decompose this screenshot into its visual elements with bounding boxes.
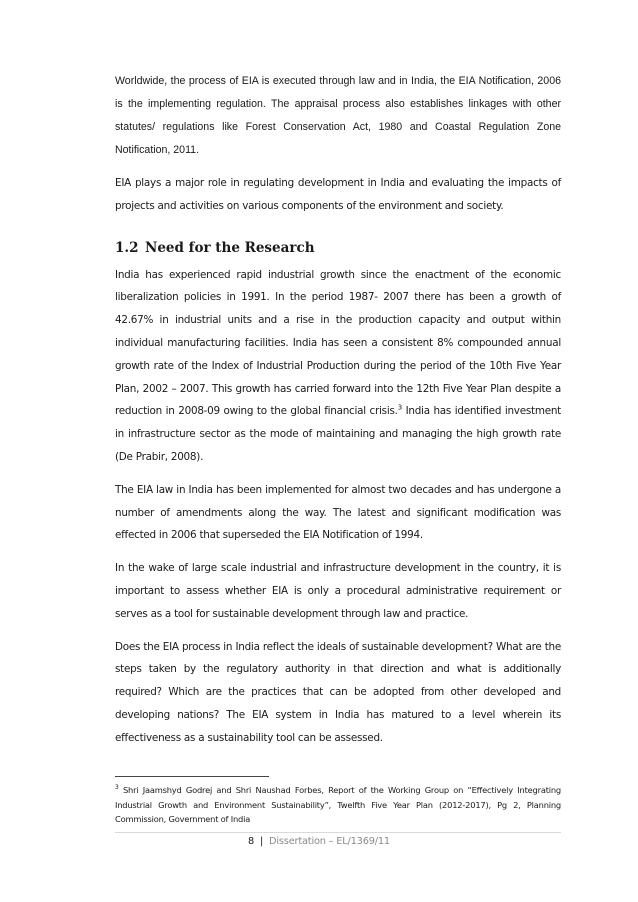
paragraph-research-questions: Does the EIA process in India reflect the ideals of sustainable development? What are the steps taken by the regulatory authority in that direction and what is additionally required? Which are the practices that can be adopted from other developed and developing nations? The EIA system in India has matured to a level wherein its effectiveness as a sustainability tool can be assessed.	[115, 640, 561, 744]
paragraph-development-assessment: In the wake of large scale industrial and infrastructure development in the country, it is important to assess whether EIA is only a procedural administrative requirement or serves as a tool for sustainable development through law and practice.	[115, 562, 561, 620]
footnote	[115, 783, 561, 827]
intro-paragraph-2: EIA plays a major role in regulating development in India and evaluating the impacts of projects and activities on various components of the environment and society.	[115, 177, 561, 212]
paragraph-industrial-growth-main: India has experienced rapid industrial growth since the enactment of the economic liberalization policies in 1991. In the period 1987- 2007 there has been a growth of 42.67% in industrial units and a rise in the production capacity and output within individual manufacturing facilities. India has seen a consistent 8% compounded annual growth rate of the Index of Industrial Production during the period of the 10th Five Year Plan, 2002 – 2007. This growth has carried forward into the 12th Five Year Plan despite a reduction in 2008-09 owing to the global financial crisis.	[115, 268, 561, 418]
paragraph-eia-law: The EIA law in India has been implemented for almost two decades and has undergone a number of amendments along the way. The latest and significant modification was effected in 2006 that superseded the EIA Notification of 1994.	[115, 483, 561, 542]
footnote-divider	[115, 776, 269, 777]
paragraph-industrial-growth	[115, 264, 561, 469]
page-number: 8	[248, 836, 255, 847]
page-footer	[0, 836, 638, 847]
page-content	[115, 70, 561, 750]
footnote-text: Shri Jaamshyd Godrej and Shri Naushad Forbes, Report of the Working Group on “Effectively Integrating Industrial Growth and Environment Sustainability”, Twelfth Five Year Plan (2012-2017), Pg 2, Planning Commission, Government of India	[115, 785, 561, 824]
footer-title: Dissertation – EL/1369/11	[269, 836, 390, 847]
footer-divider	[115, 832, 561, 833]
footnote-reference[interactable]: 3	[397, 403, 402, 412]
footnote-mark: 3	[115, 784, 119, 792]
section-heading	[115, 240, 561, 256]
footer-separator: |	[260, 836, 264, 847]
paragraph-industrial-growth-tail: India has identified investment in infrastructure sector as the mode of maintaining and managing the high growth rate (De Prabir, 2008).	[115, 405, 561, 463]
intro-paragraph-1: Worldwide, the process of EIA is executed through law and in India, the EIA Notification, 2006 is the implementing regulation. The appraisal process also establishes linkages with other statutes/ regulations like Forest Conservation Act, 1980 and Coastal Regulation Zone Notification, 2011.	[115, 75, 561, 156]
section-title: Need for the Research	[145, 239, 315, 256]
section-number: 1.2	[115, 239, 139, 256]
